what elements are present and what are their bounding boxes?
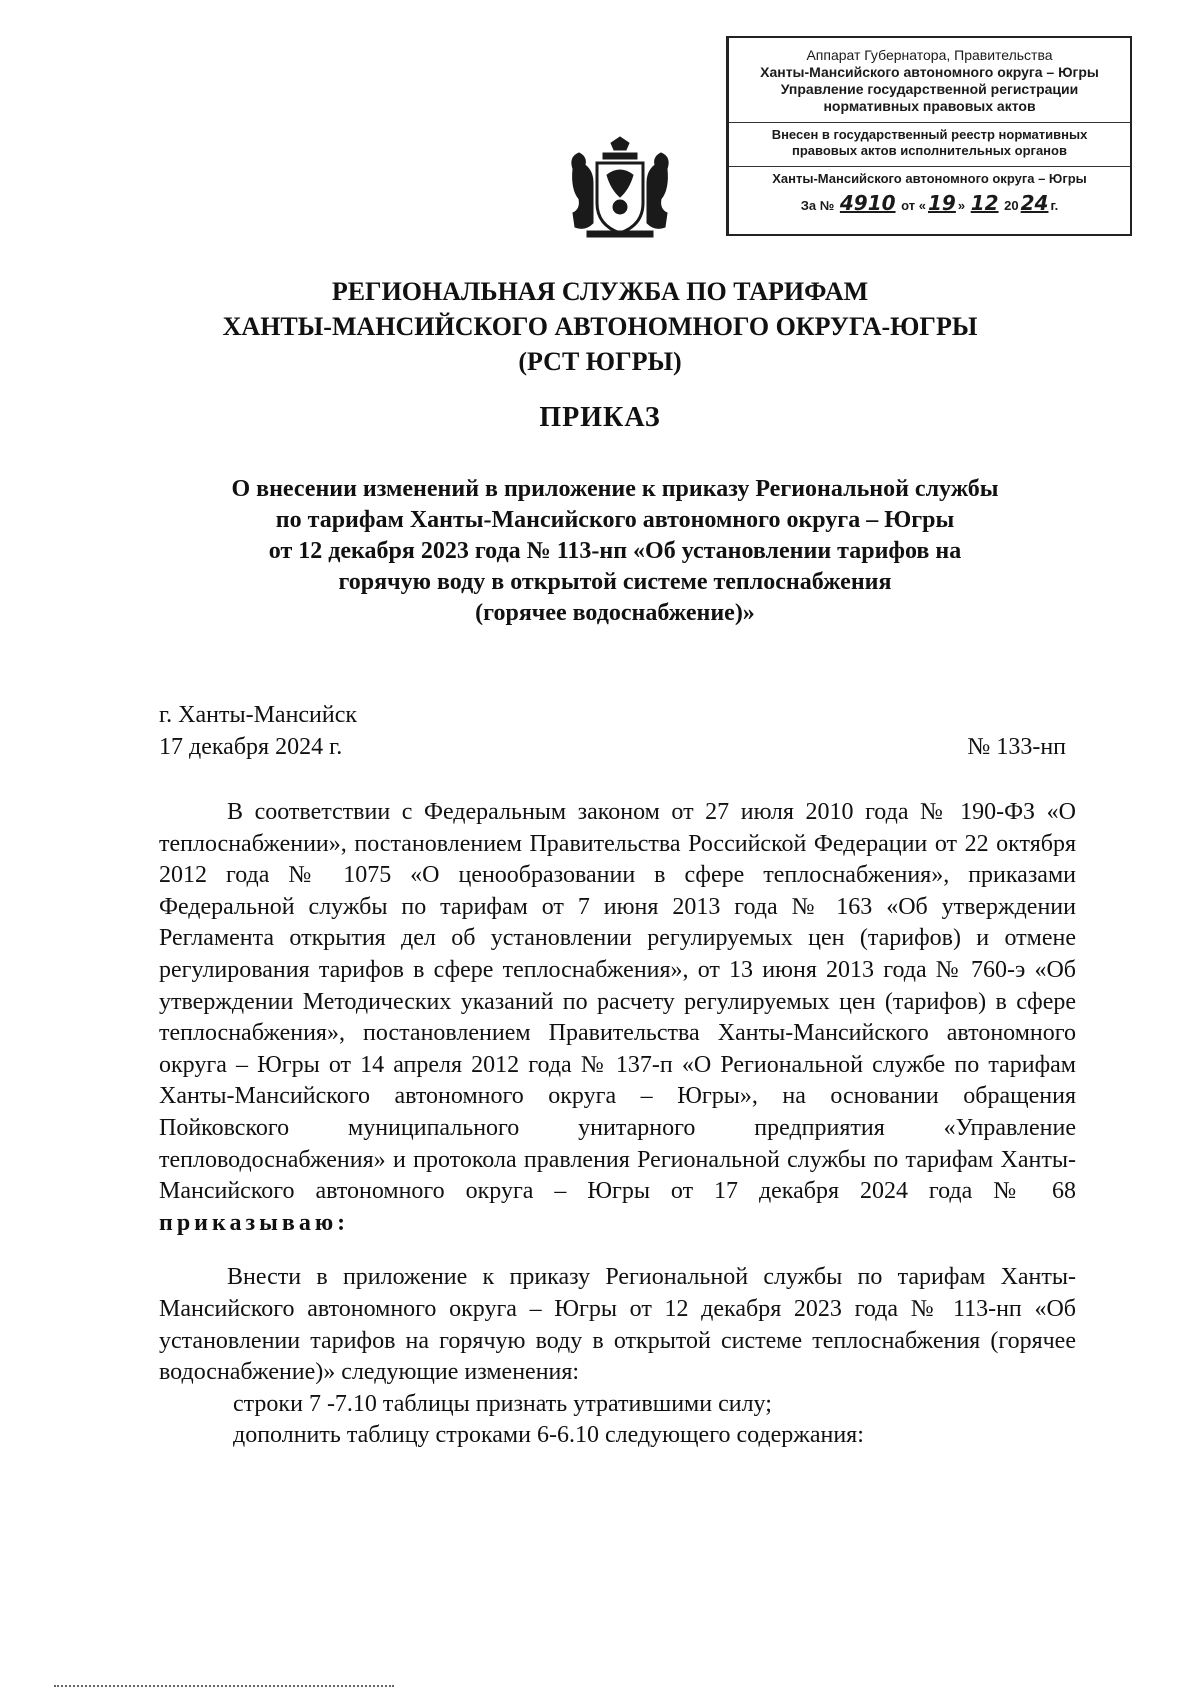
stamp-line: нормативных правовых актов (823, 98, 1036, 114)
stamp-reg-mid: » (957, 198, 966, 213)
document-subject (150, 474, 1080, 629)
amendment-item: дополнить таблицу строками 6-6.10 следующего содержания: (233, 1422, 864, 1449)
stamp-line: Внесен в государственный реестр нормативных (771, 127, 1088, 142)
document-date: 17 декабря 2024 г. (159, 734, 343, 760)
stamp-region (729, 167, 1130, 214)
stamp-reg-from: от « (901, 198, 926, 213)
amendment-paragraph: Внести в приложение к приказу Региональной службы по тарифам Ханты-Мансийского автономного округа – Югры от 12 декабря 2023 года № 113-нп «Об установлении тарифов на горячую воду в открытой системе теплоснабжения (горячее водоснабжение)» следующие изменения: (159, 1264, 1076, 1386)
document-body (159, 797, 1076, 1452)
stamp-reg-suffix: г. (1050, 198, 1059, 213)
order-word: приказываю: (159, 1209, 350, 1236)
org-name-line: ХАНТЫ-МАНСИЙСКОГО АВТОНОМНОГО ОКРУГА-ЮГРЫ (222, 312, 978, 341)
stamp-line: правовых актов исполнительных органов (792, 143, 1067, 158)
stamp-reg-number: 4910 (839, 191, 896, 215)
preamble-paragraph (159, 797, 1076, 1239)
amendment-item: строки 7 -7.10 таблицы признать утратившими силу; (233, 1390, 772, 1417)
subject-line: по тарифам Ханты-Мансийского автономного округа – Югры (275, 507, 955, 533)
document-type: ПРИКАЗ (539, 402, 661, 433)
document-number: № 133-нп (967, 734, 1066, 760)
subject-line: О внесении изменений в приложение к приказу Региональной службы (231, 476, 999, 502)
stamp-line: Управление государственной регистрации (780, 81, 1079, 97)
stamp-reg-day: 19 (928, 191, 956, 215)
organization-header (0, 274, 1200, 379)
stamp-registry (729, 123, 1130, 159)
stamp-reg-prefix: За № (800, 198, 835, 213)
document-city: г. Ханты-Мансийск (159, 702, 358, 728)
page-bottom-line (54, 1685, 394, 1687)
preamble-text: В соответствии с Федеральным законом от 27 июля 2010 года № 190-ФЗ «О теплоснабжении», постановлением Правительства Российской Федерации от 22 октября 2012 года № 1075 «О ценообразовании в сфере теплоснабжения», приказами Федеральной службы по тарифам от 7 июня 2013 года № 163 «Об утверждении Регламента открытия дел об установлении регулируемых цен (тарифов) и отмене регулирования тарифов в сфере теплоснабжения», от 13 июня 2013 года № 760-э «Об утверждении Методических указаний по расчету регулируемых цен (тарифов) в сфере теплоснабжения», постановлением Правительства Ханты-Мансийского автономного округа – Югры от 14 апреля 2012 года № 137-п «О Региональной службе по тарифам Ханты-Мансийского автономного округа – Югры», на основании обращения Пойковского муниципального унитарного предприятия «Управление тепловодоснабжения» и протокола правления Региональной службы по тарифам Ханты-Мансийского автономного округа – Югры от 17 декабря 2024 года № 68 (159, 799, 1076, 1205)
subject-line: от 12 декабря 2023 года № 113-нп «Об установлении тарифов на (268, 538, 962, 564)
org-abbreviation: (РСТ ЮГРЫ) (518, 347, 682, 376)
stamp-line: Ханты-Мансийского автономного округа – Югры (772, 171, 1087, 186)
stamp-reg-year-prefix: 20 (1004, 198, 1019, 213)
subject-line: (горячее водоснабжение)» (475, 600, 755, 626)
stamp-registration-line (735, 187, 1124, 214)
stamp-reg-month: 12 (970, 191, 999, 215)
registration-stamp (726, 36, 1132, 236)
stamp-line: Аппарат Губернатора, Правительства (806, 47, 1053, 63)
coat-of-arms-icon (567, 135, 673, 240)
stamp-reg-year: 24 (1020, 191, 1049, 215)
stamp-authority (729, 38, 1130, 115)
org-name-line: РЕГИОНАЛЬНАЯ СЛУЖБА ПО ТАРИФАМ (331, 277, 869, 306)
subject-line: горячую воду в открытой системе теплоснабжения (338, 569, 892, 595)
stamp-line: Ханты-Мансийского автономного округа – Югры (760, 64, 1099, 80)
